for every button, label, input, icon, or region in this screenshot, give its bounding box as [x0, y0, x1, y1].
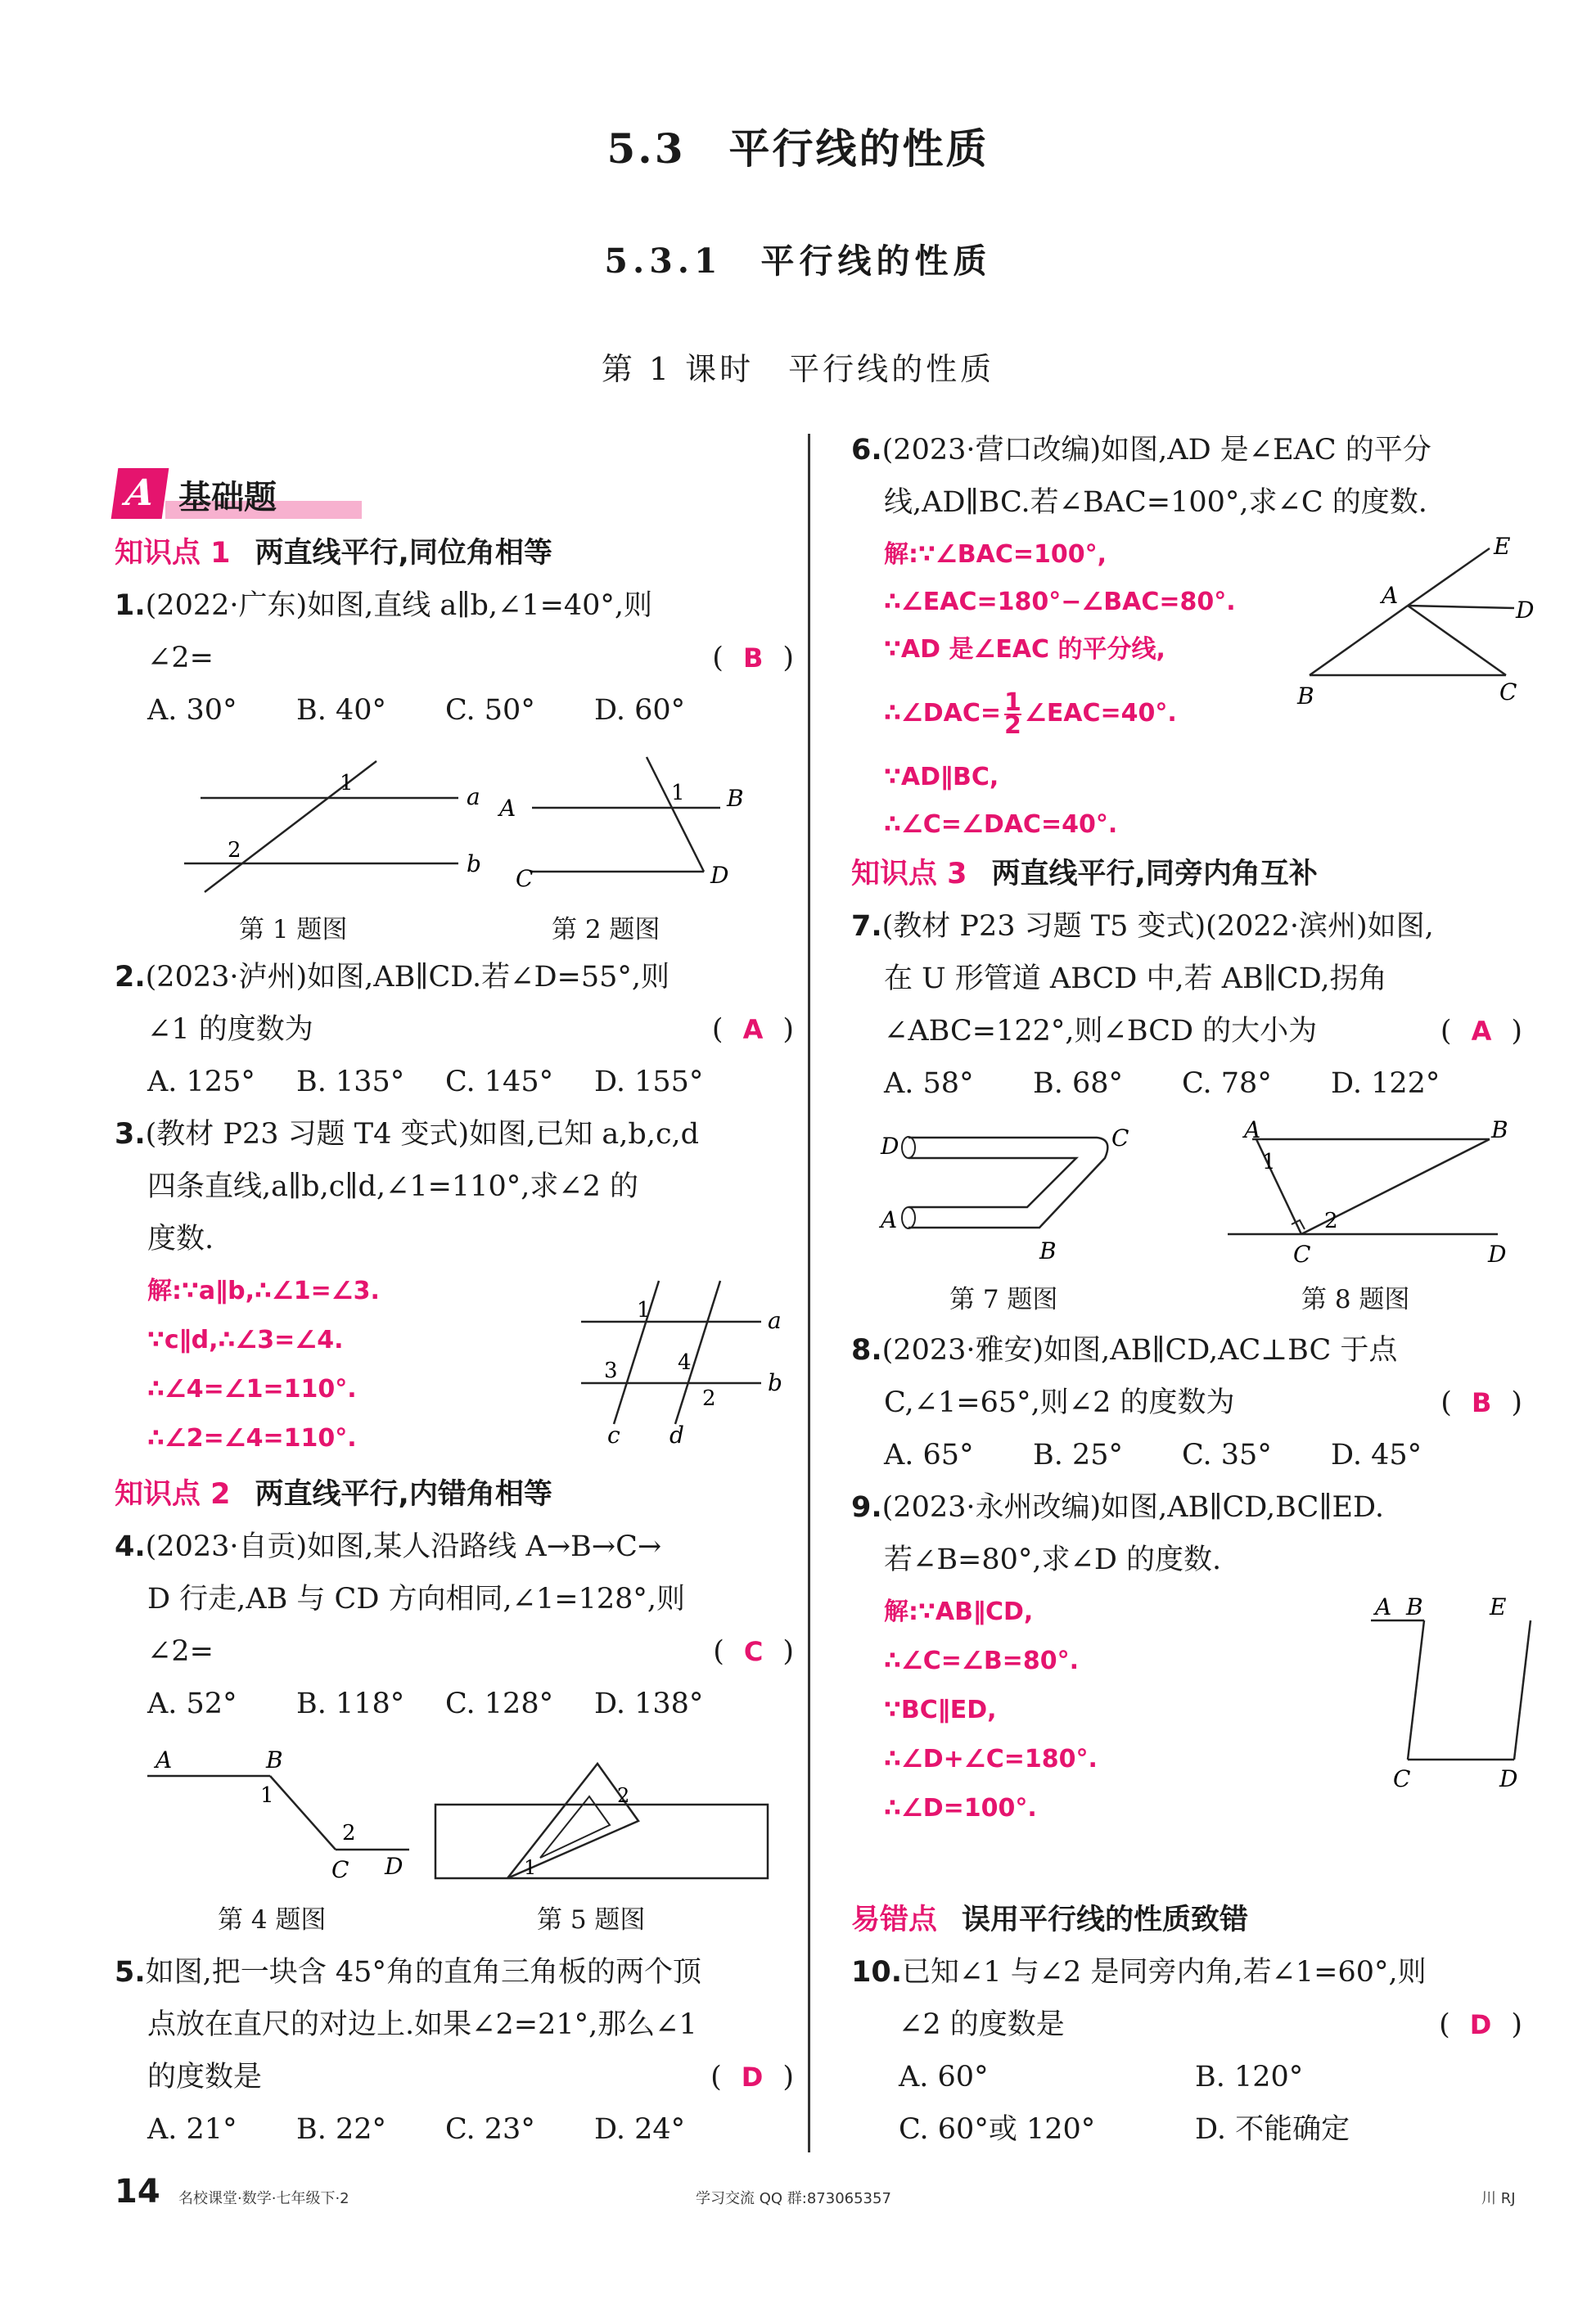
- knowledge-point-1: [115, 530, 552, 576]
- pipe-end-a: [902, 1207, 915, 1228]
- figure-caption: 第 1 题图: [239, 915, 348, 944]
- fraction-numerator: 1: [1004, 687, 1021, 717]
- point-label: C: [1393, 1765, 1411, 1792]
- answer-bracket: ( C ): [713, 1635, 794, 1668]
- point-label: B: [1297, 683, 1314, 710]
- q4-options: [147, 1681, 743, 1727]
- segment-ac: [1408, 606, 1506, 675]
- point-label: A: [1244, 1116, 1261, 1143]
- figure-q8: [1220, 1116, 1522, 1269]
- point-label: D: [710, 862, 729, 889]
- option: D. 122°: [1331, 1067, 1440, 1100]
- q6-solution: [884, 687, 1177, 740]
- point-label: B: [1406, 1593, 1423, 1620]
- question-text: C,∠1=65°,则∠2 的度数为: [884, 1386, 1235, 1419]
- option: A. 21°: [147, 2113, 237, 2146]
- question-number: 6.: [851, 434, 882, 466]
- q3-solution: 解:∵a∥b,∴∠1=∠3.: [147, 1277, 380, 1305]
- q4-line2: D 行走,AB 与 CD 方向相同,∠1=128°,则: [147, 1583, 686, 1616]
- option: B. 118°: [296, 1688, 405, 1720]
- answer-bracket: ( D ): [710, 2061, 794, 2093]
- option: D. 60°: [594, 694, 686, 727]
- q9-line1: [851, 1485, 1384, 1530]
- option: A. 125°: [147, 1066, 255, 1098]
- ray-ad: [1408, 606, 1514, 608]
- line-label: d: [670, 1422, 684, 1449]
- point-label: C: [1293, 1241, 1311, 1268]
- point-label: A: [1382, 582, 1399, 609]
- question-text: (2023·自贡)如图,某人沿路线 A→B→C→: [145, 1530, 662, 1563]
- point-label: A: [1375, 1593, 1392, 1620]
- option: A. 60°: [899, 2061, 989, 2093]
- option: C. 35°: [1182, 1439, 1272, 1471]
- segment-bc: [270, 1776, 336, 1850]
- q3-line3: 度数.: [147, 1223, 214, 1255]
- point-label: B: [1039, 1237, 1057, 1264]
- option: C. 78°: [1182, 1067, 1272, 1100]
- figure-caption: 第 5 题图: [537, 1905, 646, 1935]
- option: B. 120°: [1195, 2061, 1304, 2093]
- line-label: a: [467, 783, 480, 810]
- q6-solution: ∵AD 是∠EAC 的平分线,: [884, 635, 1165, 664]
- question-number: 7.: [851, 910, 882, 943]
- footer-right: 川 RJ: [1481, 2190, 1516, 2207]
- point-label: D: [1499, 1765, 1518, 1792]
- figure-q5: [434, 1760, 778, 1882]
- q7-line3: [884, 1008, 1522, 1054]
- figure-q3: [581, 1281, 794, 1453]
- q9-solution: ∴∠D=100°.: [884, 1794, 1037, 1823]
- fraction: [1004, 687, 1021, 740]
- q5-line1: [115, 1949, 701, 1995]
- point-label: A: [499, 795, 516, 822]
- option: D. 45°: [1331, 1439, 1422, 1471]
- option: C. 60°或 120°: [899, 2113, 1096, 2146]
- point-label: D: [385, 1853, 404, 1880]
- knowledge-point-3: [851, 851, 1318, 897]
- question-text: (教材 P23 习题 T4 变式)如图,已知 a,b,c,d: [145, 1118, 700, 1151]
- q2-options: [147, 1059, 743, 1105]
- option: D. 不能确定: [1195, 2113, 1350, 2146]
- q7-options: [884, 1061, 1480, 1106]
- q3-solution: ∴∠2=∠4=110°.: [147, 1424, 357, 1453]
- q10-options-row1: [899, 2054, 1491, 2100]
- question-number: 4.: [115, 1530, 146, 1563]
- point-label: C: [1111, 1124, 1129, 1151]
- kp-label: 知识点 2: [115, 1478, 231, 1511]
- q6-solution: ∵AD∥BC,: [884, 763, 999, 791]
- angle-label: 2: [617, 1784, 630, 1807]
- q5-options: [147, 2107, 743, 2152]
- question-number: 1.: [115, 589, 146, 622]
- solution-text: ∴∠DAC=: [884, 699, 1002, 728]
- pipe-outer: [908, 1138, 1107, 1228]
- point-label: E: [1490, 1593, 1507, 1620]
- page-number: 14: [115, 2173, 160, 2211]
- q4-line3: [147, 1629, 794, 1674]
- q5-line2: 点放在直尺的对边上.如果∠2=21°,那么∠1: [147, 2008, 697, 2041]
- question-number: 10.: [851, 1956, 903, 1989]
- q4-line1: [115, 1524, 661, 1570]
- question-text: (2023·泸州)如图,AB∥CD.若∠D=55°,则: [145, 961, 670, 994]
- question-text: (2022·广东)如图,直线 a∥b,∠1=40°,则: [145, 589, 653, 622]
- answer-bracket: ( D ): [1439, 2008, 1522, 2041]
- line-label: b: [768, 1369, 782, 1396]
- option: C. 145°: [445, 1066, 554, 1098]
- q9-solution: ∴∠D+∠C=180°.: [884, 1745, 1098, 1773]
- segment-ab: [1310, 606, 1408, 675]
- answer: C: [743, 1636, 764, 1667]
- figure-q1: [180, 749, 481, 896]
- ruler: [435, 1805, 768, 1878]
- q6-solution: ∴∠EAC=180°−∠BAC=80°.: [884, 588, 1236, 616]
- q3-solution: ∵c∥d,∴∠3=∠4.: [147, 1326, 344, 1354]
- answer: B: [742, 642, 764, 674]
- answer: A: [742, 1014, 764, 1045]
- ray-ae: [1408, 548, 1490, 606]
- q2-line1: [115, 954, 670, 1000]
- option: A. 58°: [884, 1067, 974, 1100]
- answer-bracket: ( B ): [712, 642, 794, 674]
- point-label: C: [1499, 678, 1517, 705]
- kp-label: 知识点 3: [851, 858, 967, 890]
- kp-title: 两直线平行,同旁内角互补: [991, 858, 1318, 890]
- angle-label: 1: [1262, 1150, 1276, 1174]
- question-number: 3.: [115, 1118, 146, 1151]
- line-label: a: [768, 1307, 782, 1334]
- angle-label: 2: [342, 1821, 356, 1846]
- q5-line3: [147, 2054, 794, 2100]
- question-number: 9.: [851, 1491, 882, 1524]
- point-label: B: [266, 1746, 283, 1773]
- option: C. 128°: [445, 1688, 554, 1720]
- point-label: A: [156, 1746, 173, 1773]
- angle-label: 2: [228, 838, 241, 863]
- error-point: [851, 1897, 1248, 1943]
- figure-caption: 第 2 题图: [552, 915, 660, 944]
- angle-label: 1: [340, 771, 354, 795]
- question-text: (2023·雅安)如图,AB∥CD,AC⊥BC 于点: [881, 1334, 1398, 1367]
- point-label: E: [1494, 533, 1511, 560]
- option: A. 65°: [884, 1439, 974, 1471]
- question-number: 5.: [115, 1956, 146, 1989]
- figure-q2: [499, 749, 778, 896]
- q9-solution: ∵BC∥ED,: [884, 1696, 997, 1724]
- q2-line2: [147, 1007, 794, 1052]
- q10-line1: [851, 1949, 1427, 1995]
- q9-solution: 解:∵AB∥CD,: [884, 1598, 1034, 1626]
- question-text: ∠1 的度数为: [147, 1013, 313, 1046]
- kp-title: 两直线平行,同位角相等: [255, 537, 552, 570]
- answer: B: [1471, 1387, 1492, 1418]
- q3-solution: ∴∠4=∠1=110°.: [147, 1375, 357, 1404]
- subsection-title: 5.3.1 平行线的性质: [604, 241, 992, 281]
- line-label: c: [607, 1422, 620, 1449]
- figure-q4: [147, 1743, 409, 1882]
- point-label: C: [331, 1856, 349, 1883]
- q1-line2: [147, 635, 794, 681]
- segment-de: [1514, 1620, 1531, 1760]
- angle-label: 1: [260, 1783, 274, 1808]
- question-text: (2023·营口改编)如图,AD 是∠EAC 的平分: [881, 434, 1431, 466]
- figure-caption: 第 4 题图: [218, 1905, 327, 1935]
- q1-options: [147, 687, 743, 733]
- kp-title: 误用平行线的性质致错: [962, 1904, 1249, 1936]
- section-title: 5.3 平行线的性质: [606, 124, 990, 173]
- column-divider: [808, 434, 810, 2152]
- option: C. 23°: [445, 2113, 535, 2146]
- point-label: B: [1491, 1116, 1508, 1143]
- segment-bc: [1408, 1620, 1424, 1760]
- option: A. 52°: [147, 1688, 237, 1720]
- figure-q7: [876, 1121, 1146, 1269]
- answer: D: [1469, 2009, 1492, 2040]
- question-text: 已知∠1 与∠2 是同旁内角,若∠1=60°,则: [902, 1956, 1427, 1989]
- question-text: 的度数是: [147, 2061, 263, 2093]
- option: D. 138°: [594, 1688, 704, 1720]
- option: B. 40°: [296, 694, 387, 727]
- answer: A: [1471, 1016, 1492, 1047]
- option: B. 135°: [296, 1066, 405, 1098]
- q8-line1: [851, 1327, 1397, 1373]
- q10-line2: [899, 2002, 1522, 2048]
- figure-caption: 第 8 题图: [1301, 1285, 1410, 1314]
- q6-line2: 线,AD∥BC.若∠BAC=100°,求∠C 的度数.: [884, 486, 1427, 519]
- figure-caption: 第 7 题图: [949, 1285, 1058, 1314]
- angle-label: 1: [637, 1298, 651, 1323]
- q9-line2: 若∠B=80°,求∠D 的度数.: [884, 1544, 1222, 1576]
- option: B. 25°: [1033, 1439, 1124, 1471]
- option: B. 68°: [1033, 1067, 1124, 1100]
- pipe-end-d: [902, 1137, 915, 1158]
- question-text: (2023·永州改编)如图,AB∥CD,BC∥ED.: [881, 1491, 1384, 1524]
- knowledge-point-2: [115, 1471, 552, 1517]
- q8-line2: [884, 1380, 1522, 1426]
- answer-bracket: ( A ): [711, 1013, 794, 1046]
- q7-line2: 在 U 形管道 ABCD 中,若 AB∥CD,拐角: [884, 962, 1387, 995]
- point-label: B: [727, 785, 744, 812]
- solution-text: ∠EAC=40°.: [1024, 699, 1177, 728]
- q7-line1: [851, 904, 1434, 949]
- option: D. 24°: [594, 2113, 686, 2146]
- kp-label: 知识点 1: [115, 537, 231, 570]
- line-label: b: [467, 850, 481, 877]
- option: D. 155°: [594, 1066, 704, 1098]
- option: A. 30°: [147, 694, 237, 727]
- question-number: 8.: [851, 1334, 882, 1367]
- footer-center: 学习交流 QQ 群:873065357: [696, 2190, 891, 2207]
- point-label: D: [881, 1133, 899, 1160]
- angle-label: 2: [1324, 1209, 1338, 1233]
- point-label: D: [1488, 1241, 1507, 1268]
- q8-options: [884, 1432, 1480, 1478]
- figure-q9: [1326, 1592, 1518, 1796]
- angle-label: 2: [702, 1386, 716, 1411]
- fraction-denominator: 2: [1004, 710, 1021, 740]
- angle-label: 1: [671, 781, 685, 805]
- question-text: ∠ABC=122°,则∠BCD 的大小为: [884, 1015, 1318, 1048]
- question-text: (教材 P23 习题 T5 变式)(2022·滨州)如图,: [881, 910, 1434, 943]
- figure-q6: [1285, 533, 1535, 716]
- angle-label: 3: [604, 1359, 618, 1383]
- point-label: C: [516, 865, 534, 892]
- angle-label: 4: [678, 1350, 692, 1375]
- question-text: ∠2=: [147, 642, 214, 674]
- option: C. 50°: [445, 694, 535, 727]
- lesson-title: 第 1 课时 平行线的性质: [601, 351, 995, 387]
- section-badge: [115, 468, 385, 522]
- q6-solution: ∴∠C=∠DAC=40°.: [884, 810, 1118, 839]
- q9-solution: ∴∠C=∠B=80°.: [884, 1647, 1079, 1675]
- question-number: 2.: [115, 961, 146, 994]
- q10-options-row2: [899, 2107, 1491, 2152]
- kp-label: 易错点: [851, 1904, 938, 1936]
- angle-label: 1: [524, 1856, 537, 1879]
- option: B. 22°: [296, 2113, 387, 2146]
- question-text: ∠2=: [147, 1635, 214, 1668]
- badge-letter: A: [111, 468, 169, 519]
- question-text: 如图,把一块含 45°角的直角三角板的两个顶: [145, 1956, 701, 1989]
- q3-line2: 四条直线,a∥b,c∥d,∠1=110°,求∠2 的: [147, 1170, 639, 1203]
- answer-bracket: ( B ): [1440, 1386, 1522, 1419]
- answer-bracket: ( A ): [1440, 1015, 1522, 1048]
- point-label: A: [881, 1206, 898, 1233]
- point-label: D: [1516, 597, 1535, 624]
- pipe-inner: [908, 1158, 1076, 1207]
- answer: D: [741, 2062, 764, 2093]
- q1-line1: [115, 583, 652, 629]
- question-text: ∠2 的度数是: [899, 2008, 1065, 2041]
- q6-solution: 解:∵∠BAC=100°,: [884, 540, 1107, 569]
- badge-label: 基础题: [178, 479, 277, 516]
- q3-line1: [115, 1111, 699, 1157]
- transversal: [647, 757, 704, 872]
- footer-left: 名校课堂·数学·七年级下·2: [178, 2190, 349, 2207]
- kp-title: 两直线平行,内错角相等: [255, 1478, 552, 1511]
- q6-line1: [851, 427, 1431, 473]
